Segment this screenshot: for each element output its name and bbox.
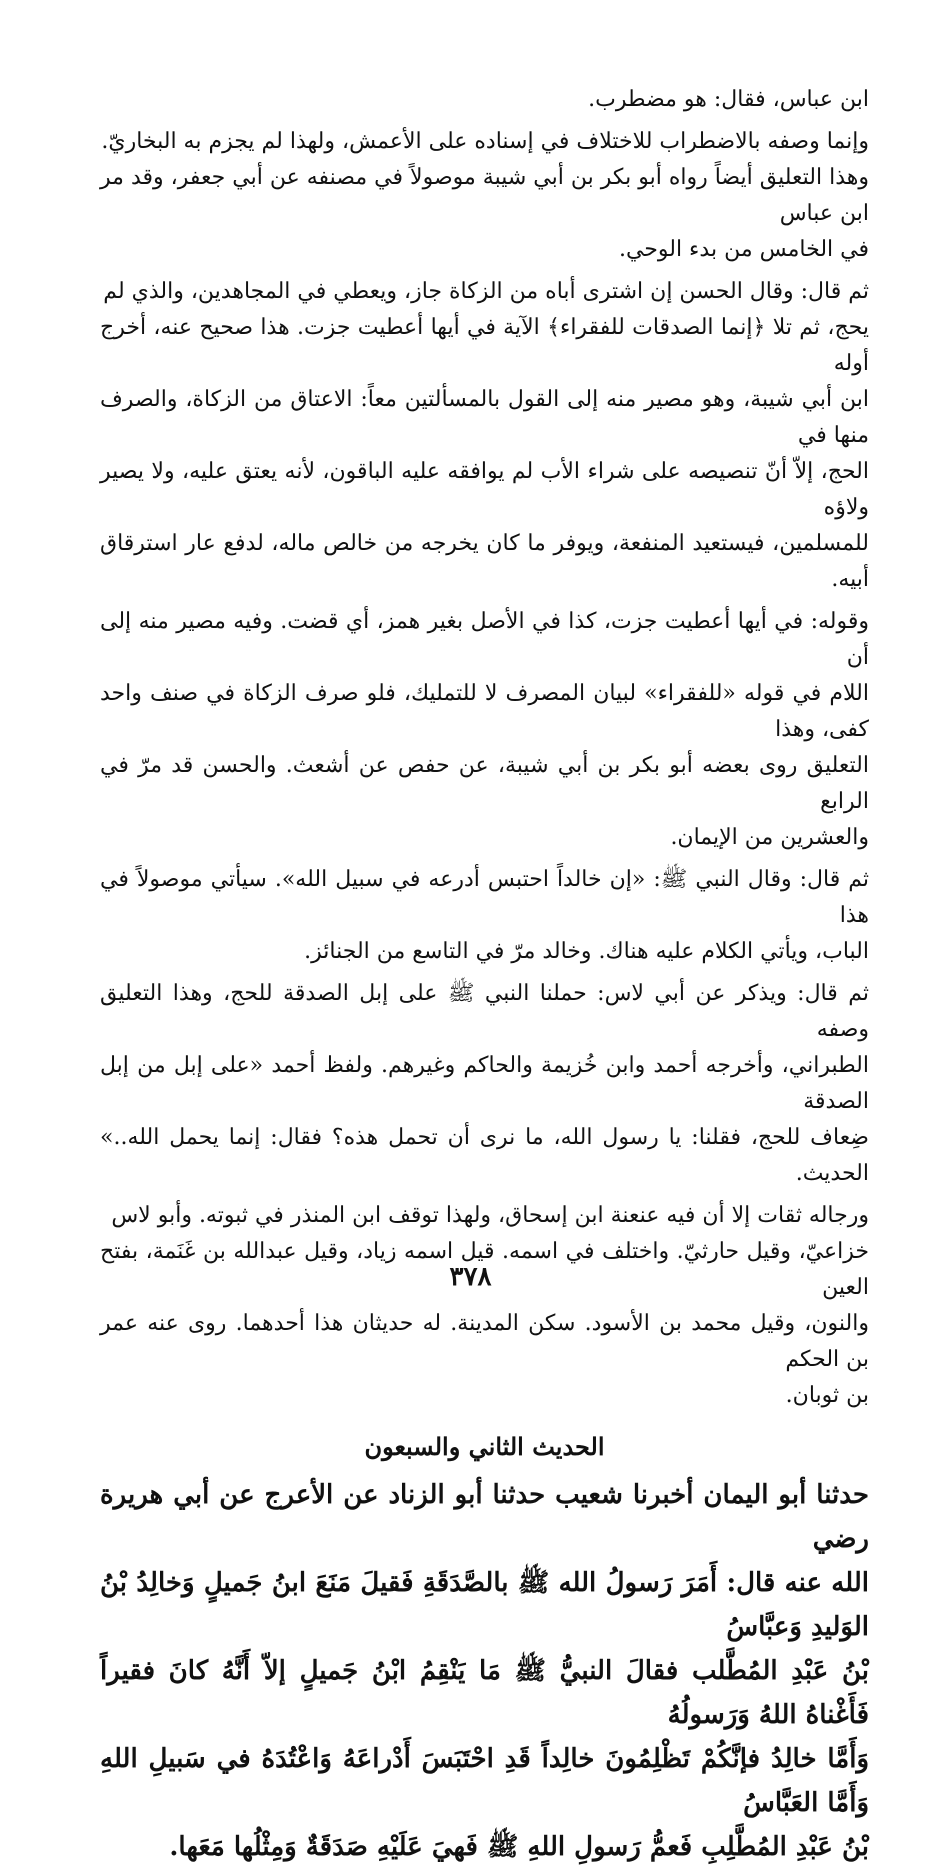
hadith-line: الله عنه قال: أَمَرَ رَسولُ الله ﷺ بالصَّدَقَةِ فَقيلَ مَنَعَ ابنُ جَميلٍ وَخالِدُ بْنُ الوَليدِ وَعبَّاسُ [100,1568,869,1642]
commentary-text [100,82,869,1414]
text-line: وهذا التعليق أيضاً رواه أبو بكر بن أبي شيبة موصولاً في مصنفه عن أبي جعفر، وقد مر ابن عباس [100,165,869,226]
text-line: في الخامس من بدء الوحي. [618,237,869,262]
text-line: ابن عباس، فقال: هو مضطرب. [588,87,869,112]
text-line: خزاعيّ، وقيل حارثيّ. واختلف في اسمه. قيل اسمه زياد، وقيل عبدالله بن غَنَمة، بفتح العين [100,1239,869,1300]
hadith-line: حدثنا أبو اليمان أخبرنا شعيب حدثنا أبو الزناد عن الأعرج عن أبي هريرة رضي [100,1480,869,1554]
paragraph [100,862,869,970]
paragraph [100,976,869,1192]
section-heading: الحديث الثاني والسبعون [364,1432,605,1461]
text-line: التعليق روى بعضه أبو بكر بن أبي شيبة، عن حفص عن أشعث. والحسن قد مرّ في الرابع [100,753,869,814]
text-line: والنون، وقيل محمد بن الأسود. سكن المدينة. له حديثان هذا أحدهما. روى عنه عمر بن الحكم [100,1311,869,1372]
text-line: ابن أبي شيبة، وهو مصير منه إلى القول بالمسألتين معاً: الاعتاق من الزكاة، والصرف منها في [100,387,869,448]
text-line: وقوله: في أيها أعطيت جزت، كذا في الأصل بغير همز، أي قضت. وفيه مصير منه إلى أن [100,609,869,670]
paragraph [100,82,869,118]
paragraph [100,124,869,268]
text-line: ثم قال: ويذكر عن أبي لاس: حملنا النبي ﷺ على إبل الصدقة للحج، وهذا التعليق وصفه [100,981,869,1042]
page-number: ٣٧٨ [449,1262,492,1292]
text-line: ثم قال: وقال الحسن إن اشترى أباه من الزكاة جاز، ويعطي في المجاهدين، والذي لم [103,279,869,304]
text-line: اللام في قوله «للفقراء» لبيان المصرف لا للتمليك، فلو صرف الزكاة في صنف واحد كفى، وهذا [100,681,869,742]
text-line: ورجاله ثقات إلا أن فيه عنعنة ابن إسحاق، ولهذا توقف ابن المنذر في ثبوته. وأبو لاس [111,1203,869,1228]
paragraph [100,274,869,598]
hadith-text [100,1473,869,1869]
text-line: ثم قال: وقال النبي ﷺ: «إن خالداً احتبس أدرعه في سبيل الله». سيأتي موصولاً في هذا [100,867,869,928]
hadith-line: وَأَمَّا خالِدُ فإنَّكُمْ تَظْلِمُونَ خالِداً قَدِ احْتَبَسَ أَدْراعَهُ وَاعْتُدَهُ في سَبيلِ اللهِ وَأَمَّا العَبَّاسُ [100,1744,869,1818]
text-line: وإنما وصفه بالاضطراب للاختلاف في إسناده على الأعمش، ولهذا لم يجزم به البخاريّ. [101,129,869,154]
text-line: بن ثوبان. [785,1383,869,1408]
hadith-line: بْنُ عَبْدِ المُطَّلب فقالَ النبيُّ ﷺ مَا يَنْقِمُ ابْنُ جَميلٍ إلاّ أَنَّهُ كانَ فقيراً فَأَغْناهُ اللهُ وَرَسولُهُ [100,1656,869,1730]
text-line: الحج، إلاّ أنّ تنصيصه على شراء الأب لم يوافقه عليه الباقون، لأنه يعتق عليه، ولا يصير ولاؤه [100,459,869,520]
text-line: ضِعاف للحج، فقلنا: يا رسول الله، ما نرى أن تحمل هذه؟ فقال: إنما يحمل الله..» الحديث. [100,1125,869,1186]
hadith-line: بْنُ عَبْدِ المُطَّلِبِ فَعمُّ رَسولِ اللهِ ﷺ فَهيَ عَلَيْهِ صَدَقَةٌ وَمِثْلُها مَعَها. [169,1832,869,1862]
paragraph [100,604,869,856]
text-line: الباب، ويأتي الكلام عليه هناك. وخالد مرّ في التاسع من الجنائز. [304,939,869,964]
text-line: يحج، ثم تلا ﴿إنما الصدقات للفقراء﴾ الآية في أيها أعطيت جزت. هذا صحيح عنه، أخرج أوله [100,315,869,376]
text-line: للمسلمين، فيستعيد المنفعة، ويوفر ما كان يخرجه من خالص ماله، لدفع عار استرقاق أبيه. [100,531,869,592]
text-line: الطبراني، وأخرجه أحمد وابن خُزيمة والحاكم وغيرهم. ولفظ أحمد «على إبل من إبل الصدقة [100,1053,869,1114]
paragraph [100,1198,869,1414]
text-line: والعشرين من الإيمان. [670,825,869,850]
